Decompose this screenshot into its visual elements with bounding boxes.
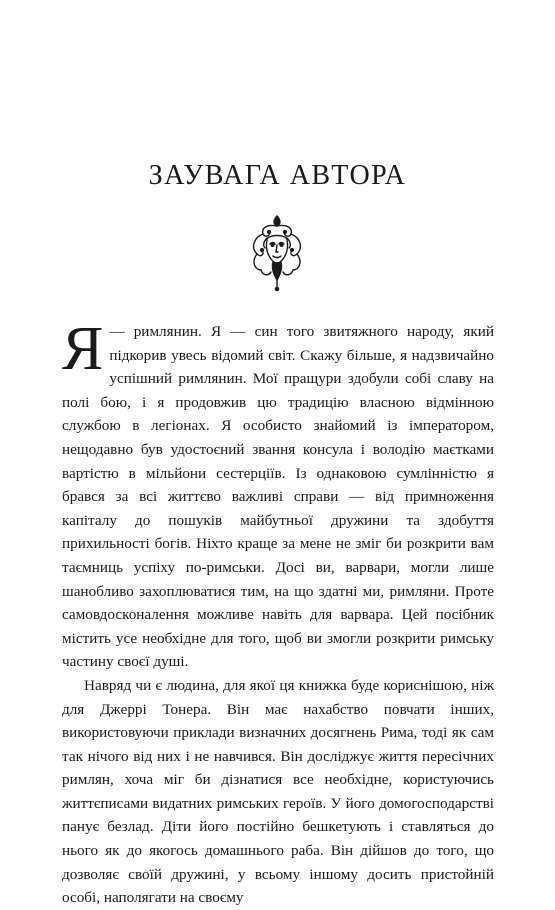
body-text bbox=[62, 315, 494, 910]
baroque-mask-ornament-icon bbox=[245, 212, 309, 292]
drop-cap: Я bbox=[62, 315, 104, 383]
paragraph-text: Навряд чи є людина, для якої ця книжка буде кориснішою, ніж для Джеррі Тонера. Він має нахабство повчати інших, використовуючи приклади визначних досягнень Рима, тоді як сам так нічого від них і не навчився. Він досліджує життя пересічних римлян, хоча міг би дізнатися все необхідне, користуючись життєписами видатних римських героїв. У його домогосподарстві панує безлад. Діти його постійно бешкетують і ставляться до нього як до якогось домашнього раба. Він дійшов до того, що дозволяє своїй дружині, у всьому іншому досить пристойній особі, наполягати на своєму bbox=[62, 676, 494, 907]
paragraph bbox=[62, 315, 494, 674]
chapter-title: ЗАУВАГА АВТОРА bbox=[148, 160, 407, 191]
paragraph bbox=[62, 674, 494, 910]
paragraph-text: — римлянин. Я — син того звитяжного народу, який підкорив увесь відомий світ. Скажу більше, я надзвичайно успішний римлянин. Мої пращури здобули собі славу на полі бою, і я продовжив цю традицію власною відмінною службою в легіонах. Я особисто знайомий із імператором, нещодавно був удостоєний звання консула і володію маєтками вартістю в мільйони сестерціїв. Із однаковою сумлінністю я брався за всі життєво важливі справи — від примноження капіталу до пошуків майбутньої дружини та здобуття прихильності богів. Ніхто краще за мене не зміг би розкрити вам таємниць успіху по-римськи. Досі ви, варвари, могли лише шанобливо захоплюватися тим, на що здатні ми, римляни. Проте самовдосконалення можливе навіть для варвара. Цей посібник містить усе необхідне для того, щоб ви змогли розкрити римську частину своєї душі. bbox=[62, 323, 494, 671]
